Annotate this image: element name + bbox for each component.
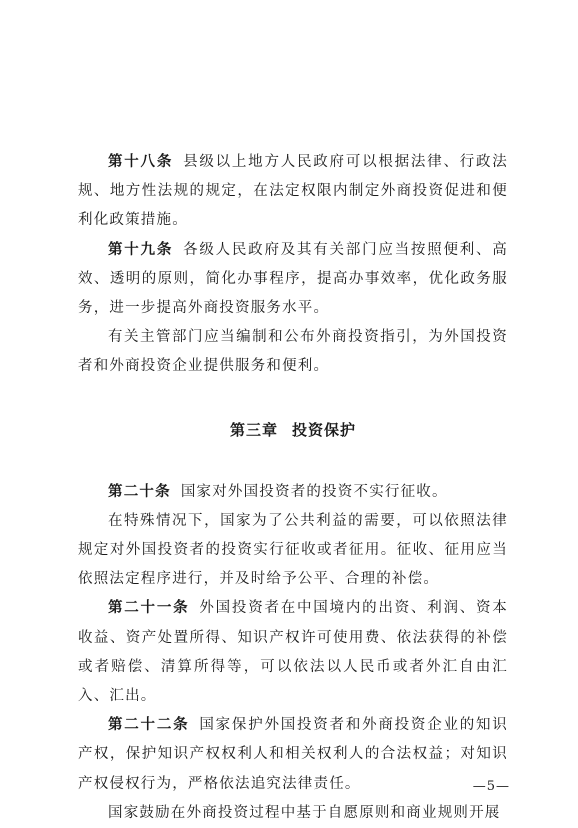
article-19 (78, 236, 508, 324)
article-number: 第二十一条 (108, 600, 190, 617)
chapter-title: 投资保护 (292, 420, 357, 439)
article-text: 各级人民政府及其有关部门应当按照便利、高效、透明的原则，简化办事程序，提高办事效率，优化政务服务，进一步提高外商投资服务水平。 (78, 241, 508, 317)
article-number: 第二十二条 (108, 717, 190, 734)
article-text: 县级以上地方人民政府可以根据法律、行政法规、地方性法规的规定，在法定权限内制定外商投资促进和便利化政策措施。 (78, 154, 508, 229)
page-number: —5— (472, 779, 510, 794)
chapter-heading (78, 382, 508, 478)
article-text: 外国投资者在中国境内的出资、利润、资本收益、资产处置所得、知识产权许可使用费、依法获得的补偿或者赔偿、清算所得等，可以依法以人民币或者外汇自由汇入、汇出。 (78, 600, 508, 705)
article-number: 第二十条 (108, 483, 171, 500)
paragraph-text: 有关主管部门应当编制和公布外商投资指引，为外国投资者和外商投资企业提供服务和便利。 (78, 329, 508, 375)
article-22-paragraph-2 (78, 799, 508, 828)
article-number: 第十八条 (108, 154, 174, 170)
article-text: 国家对外国投资者的投资不实行征收。 (180, 483, 448, 500)
article-22 (78, 711, 508, 799)
document-body (78, 148, 508, 828)
chapter-number: 第三章 (229, 420, 278, 439)
article-20 (78, 478, 508, 507)
paragraph-text: 国家鼓励在外商投资过程中基于自愿原则和商业规则开展 (108, 804, 501, 821)
article-18 (78, 148, 508, 236)
article-number: 第十九条 (108, 241, 174, 258)
paragraph-text: 在特殊情况下，国家为了公共利益的需要，可以依照法律规定对外国投资者的投资实行征收或者征用。征收、征用应当依照法定程序进行，并及时给予公平、合理的补偿。 (78, 512, 508, 588)
article-19-paragraph-2 (78, 323, 508, 381)
article-text: 国家保护外国投资者和外商投资企业的知识产权，保护知识产权权利人和相关权利人的合法权益；对知识产权侵权行为，严格依法追究法律责任。 (78, 717, 508, 792)
article-21 (78, 594, 508, 711)
article-20-paragraph-2 (78, 507, 508, 595)
